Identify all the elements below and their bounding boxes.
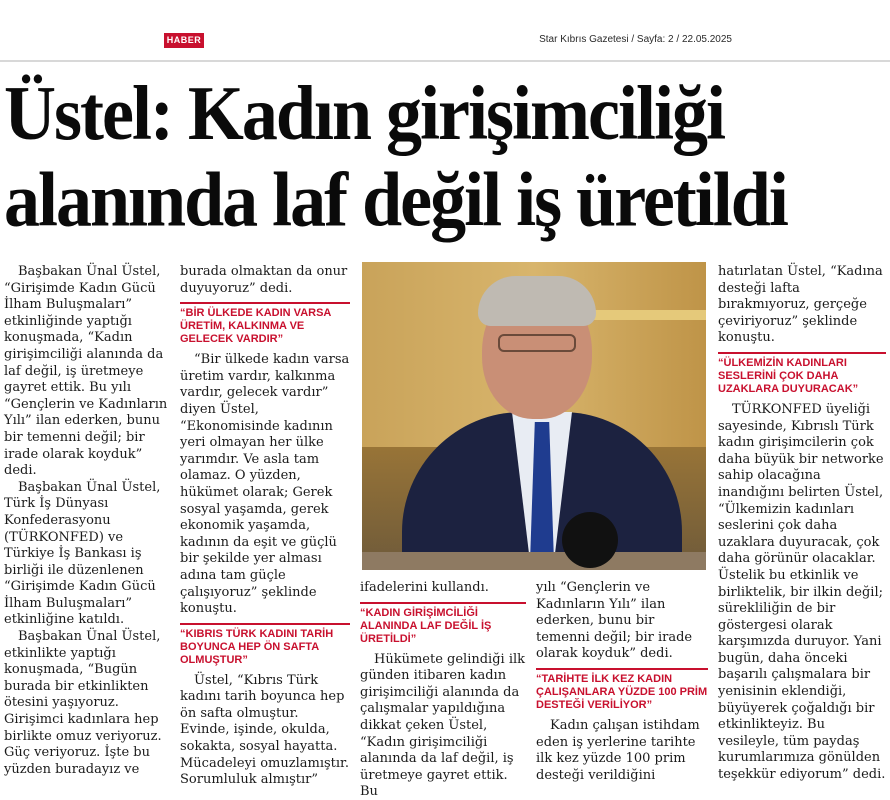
paragraph: Başbakan Ünal Üstel, etkinlikte yaptığı konuşmada, “Bugün burada bir etkinlikten ötesini yaşıyoruz. Girişimci kadınlara hep birlikte omuz veriyoruz. Güç veriyoruz. İşte bu yüzden buradayız ve — [4, 629, 162, 777]
article-column-1 — [4, 264, 170, 778]
article-column-4 — [536, 580, 708, 784]
subheading: “KADIN GİRİŞİMCİLİĞİ ALANINDA LAF DEĞİL İŞ ÜRETİLDİ” — [360, 602, 526, 646]
paragraph: Hükümete gelindiği ilk günden itibaren kadın girişimciliği alanında da çalışmalar yapıldığına dikkat çeken Üstel, “Kadın girişimciliği alanında da laf değil, iş üretmeye gayret ettik. Bu — [360, 651, 526, 800]
paragraph: ifadelerini kullandı. — [360, 580, 489, 595]
paragraph: Üstel, “Kıbrıs Türk kadını tarih boyunca hep ön safta olmuştur. Evinde, işinde, okulda, sokakta, sosyal hayatta. Mücadeleyi omuzlamıştır. Sorumluluk almıştır” — [180, 672, 349, 788]
subheading: “KIBRIS TÜRK KADINI TARİH BOYUNCA HEP ÖN SAFTA OLMUŞTUR” — [180, 623, 350, 667]
subheading: “TARİHTE İLK KEZ KADIN ÇALIŞANLARA YÜZDE 100 PRİM DESTEĞİ VERİLİYOR” — [536, 668, 708, 712]
newspaper-logo: HABER — [164, 33, 204, 48]
header-divider — [0, 60, 890, 62]
paragraph: “Bir ülkede kadın varsa üretim vardır, kalkınma vardır, gelecek vardır” diyen Üstel, “Ekonomisinde kadının yeri olmayan her ülke yarımdır. Ve asla tam olamaz. O yüzden, hükümet olarak; Gerek sosyal yaşamda, gerek ekonomik yaşamda, kadının da eşit ve güçlü bir şekilde yer alması adına tam güçle çalışıyoruz” şeklinde konuştu. — [180, 352, 350, 617]
paragraph: yılı “Gençlerin ve Kadınların Yılı” ilan ederken, bunu bir temenni değil; bir irade olarak koyduk” dedi. — [536, 580, 693, 662]
paragraph: burada olmaktan da onur duyuyoruz” dedi. — [180, 264, 348, 296]
subheading: “BİR ÜLKEDE KADIN VARSA ÜRETİM, KALKINMA VE GELECEK VARDIR” — [180, 302, 350, 346]
subheading: “ÜLKEMİZİN KADINLARI SESLERİNİ ÇOK DAHA UZAKLARA DUYURACAK” — [718, 352, 886, 396]
photo-glasses — [498, 334, 576, 352]
photo-hair — [478, 276, 596, 326]
article-column-3 — [360, 580, 526, 800]
microphone-icon — [562, 512, 618, 568]
paragraph: Kadın çalışan istihdam eden iş yerlerine tarihte ilk kez yüzde 100 prim desteği verildiğini — [536, 717, 700, 783]
photo-desk — [362, 552, 706, 570]
paragraph: hatırlatan Üstel, “Kadına desteği lafta bırakmıyoruz, gerçeğe çeviriyoruz” şeklinde konuştu. — [718, 264, 883, 346]
paragraph: Başbakan Ünal Üstel, Türk İş Dünyası Konfederasyonu (TÜRKONFED) ve Türkiye İş Bankası iş birliği ile düzenlenen “Girişimde Kadın Gücü İlham Buluşmaları” etkinliğine katıldı. — [4, 479, 161, 628]
article-photo — [362, 262, 706, 570]
headline — [4, 70, 888, 243]
paragraph: TÜRKONFED üyeliği sayesinde, Kıbrıslı Türk kadın girişimcilerin çok daha büyük bir networke sahip olacağına inandığını belirten Üstel, “Ülkemizin kadınları seslerini çok daha uzaklara duyuracak, çok daha görünür olacaklar. Üstelik bu etkinlik ve birliktelik, bir ilkin değil; sürekliliğin de bir göstergesi olarak karşımızda duruyor. Yani bugün, daha önceki başarılı çalışmalara bir yenisinin eklendiği, büyüyerek çoğaldığı bir etkinlikteyiz. Bu vesileyle, tüm paydaş kurumlarımıza gönülden teşekkür ediyorum” dedi. — [718, 401, 886, 783]
article-column-2 — [180, 264, 350, 789]
headline-line-2: alanında laf değil iş üretildi — [4, 156, 787, 243]
article-column-5 — [718, 264, 886, 784]
headline-line-1: Üstel: Kadın girişimciliği — [4, 70, 724, 157]
source-line: Star Kıbrıs Gazetesi / Sayfa: 2 / 22.05.2025 — [539, 34, 732, 45]
paragraph: Başbakan Ünal Üstel, “Girişimde Kadın Gücü İlham Buluşmaları” etkinliğinde yaptığı konuşmada, “Kadın girişimciliği alanında da laf değil, iş üretmeye gayret ettik. Bu yılı “Gençlerin ve Kadınların Yılı” ilan ederken, bunu bir temenni değil; bir irade olarak koyduk” dedi. — [4, 264, 168, 479]
